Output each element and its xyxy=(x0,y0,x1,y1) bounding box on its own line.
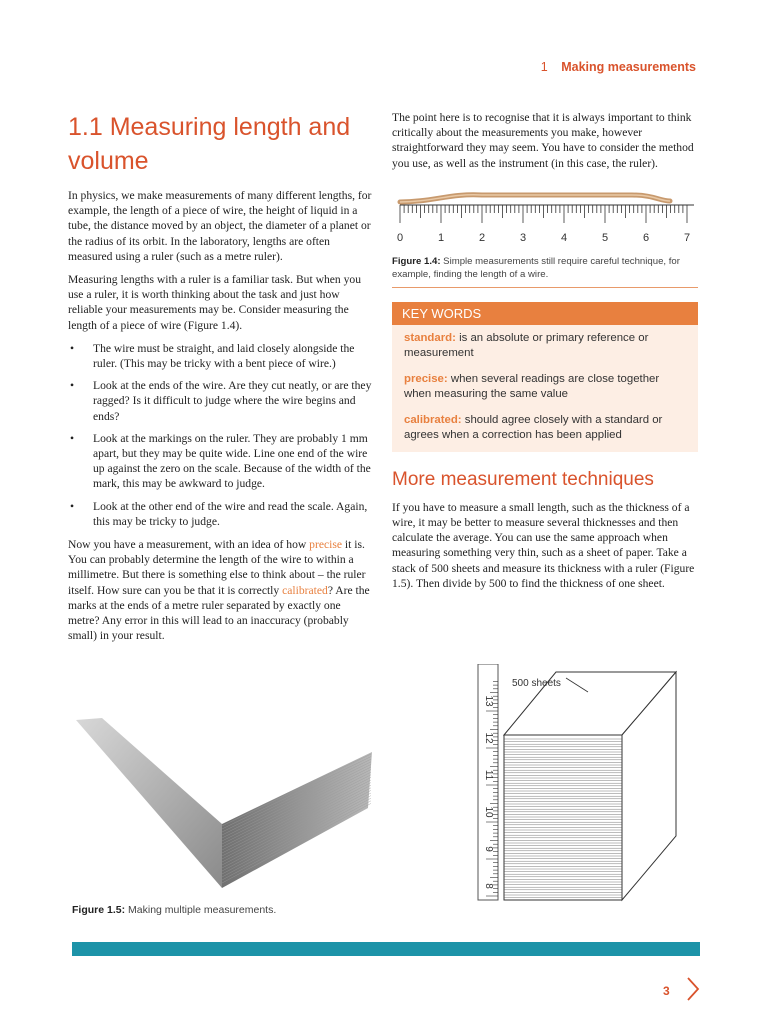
figure-caption-text: Simple measurements still require careful technique, for example, finding the length of a wire. xyxy=(392,255,680,281)
ruler-wire-figure xyxy=(392,183,698,247)
right-paragraph-2: If you have to measure a small length, such as the thickness of a wire, it may be better to measure several thicknesses and then calculate the average. You can use the same approach when measuring something very thin, such as a sheet of paper. Take a stack of 500 sheets and measure its thickness with a ruler (Figure 1.5). Then divide by 500 to find the thickness of one sheet. xyxy=(392,500,695,590)
paper-stack-photo xyxy=(72,716,376,892)
key-word-term: standard: xyxy=(404,331,456,344)
ruler-label: 3 xyxy=(519,231,527,244)
left-paragraph-3 xyxy=(68,537,375,643)
ruler-label: 7 xyxy=(683,231,691,244)
paragraph-text: it is. You can probably determine the length of the wire to within a millimetre. But there is something else to think about – the ruler itself. How sure can you be that it is correctly xyxy=(68,538,366,597)
left-paragraph-2: Measuring lengths with a ruler is a familiar task. But when you use a ruler, it is worth thinking about the task and just how reliable your measurements may be. Consider measuring the length of a piece of wire (Figure 1.4). xyxy=(68,273,362,332)
list-item: • The wire must be straight, and laid closely alongside the ruler. (This may be tricky with a bent piece of wire.) xyxy=(68,341,375,371)
wire-tips-list xyxy=(68,341,375,529)
key-word-definition: should agree closely with a standard or agrees when a correction has been applied xyxy=(404,413,663,442)
ruler-label: 6 xyxy=(642,231,650,244)
stack-illustration xyxy=(438,664,690,904)
footer-bar xyxy=(72,942,700,956)
figure-label: Figure 1.5: xyxy=(72,904,126,916)
scale-label: 10 xyxy=(483,806,494,818)
paper-stack-diagram xyxy=(438,664,690,904)
subheading: More measurement techniques xyxy=(392,468,654,490)
ruler-illustration xyxy=(392,183,698,247)
section-title: 1.1 Measuring length and volume xyxy=(68,113,351,175)
right-column xyxy=(392,110,698,599)
key-word-entry xyxy=(392,407,698,452)
key-word-term: calibrated: xyxy=(404,413,462,426)
ruler-label: 2 xyxy=(478,231,486,244)
key-word-term: precise: xyxy=(404,372,448,385)
key-word-entry xyxy=(392,325,698,366)
ruler-label: 0 xyxy=(396,231,404,244)
key-word-entry xyxy=(392,366,698,407)
paragraph-text: Now you have a measurement, with an idea of how xyxy=(68,538,310,552)
paragraph-text: ? Are the marks at the ends of a metre ruler separated by exactly one metre? Any error in this will lead to an inaccuracy (probably small) in your result. xyxy=(68,583,370,643)
scale-label: 9 xyxy=(483,846,494,852)
ruler-ticks xyxy=(400,205,687,223)
chapter-number: 1 xyxy=(540,60,548,74)
list-item: • Look at the markings on the ruler. They are probably 1 mm apart, but they may be quite wide. Line one end of the wire up against the zero on the scale. Because of the width of the mark, this may be awkward to judge. xyxy=(68,431,375,492)
figure-1-4-caption xyxy=(392,255,698,288)
scale-label: 12 xyxy=(483,732,494,744)
running-header xyxy=(541,60,696,74)
key-words-box xyxy=(392,302,698,452)
page-number: 3 xyxy=(663,984,670,998)
left-paragraph-1: In physics, we make measurements of many different lengths, for example, the length of a piece of wire, the height of liquid in a tube, the distance moved by an object, the diameter of a planet or the radius of its orbit. In the laboratory, lengths are often measured using a ruler (such as a metre ruler). xyxy=(68,189,372,263)
ruler-label: 1 xyxy=(437,231,445,244)
list-item: • Look at the other end of the wire and read the scale. Again, this may be tricky to judge. xyxy=(68,499,375,529)
key-word-definition: when several readings are close together when measuring the same value xyxy=(404,372,660,401)
keyword-calibrated: calibrated xyxy=(282,583,328,597)
list-item: • Look at the ends of the wire. Are they cut neatly, or are they ragged? Is it difficult to judge where the wire begins and ends? xyxy=(68,378,375,424)
key-words-title: KEY WORDS xyxy=(392,302,698,325)
scale-label: 13 xyxy=(483,695,494,707)
stack-label: 500 sheets xyxy=(512,678,561,689)
photo-illustration xyxy=(72,716,376,892)
chapter-title: Making measurements xyxy=(561,60,696,74)
next-page-chevron-icon[interactable] xyxy=(686,976,700,1002)
ruler-labels xyxy=(397,232,690,244)
ruler-label: 5 xyxy=(601,231,609,244)
figure-caption-text: Making multiple measurements. xyxy=(125,904,277,916)
stack-left-face xyxy=(76,718,222,888)
key-word-definition: is an absolute or primary reference or measurement xyxy=(404,331,649,360)
figure-1-5-caption xyxy=(72,904,276,916)
left-column xyxy=(68,110,375,651)
ruler-label: 4 xyxy=(560,231,568,244)
right-paragraph-1: The point here is to recognise that it is always important to think critically about the measurements you make, however straightforward they may seem. You have to consider the method you use, as well as the instrument (in this case, the ruler). xyxy=(392,111,694,170)
scale-label: 11 xyxy=(483,769,494,781)
scale-label: 8 xyxy=(483,883,494,889)
figure-label: Figure 1.4: xyxy=(392,255,441,267)
keyword-precise: precise xyxy=(309,538,342,552)
